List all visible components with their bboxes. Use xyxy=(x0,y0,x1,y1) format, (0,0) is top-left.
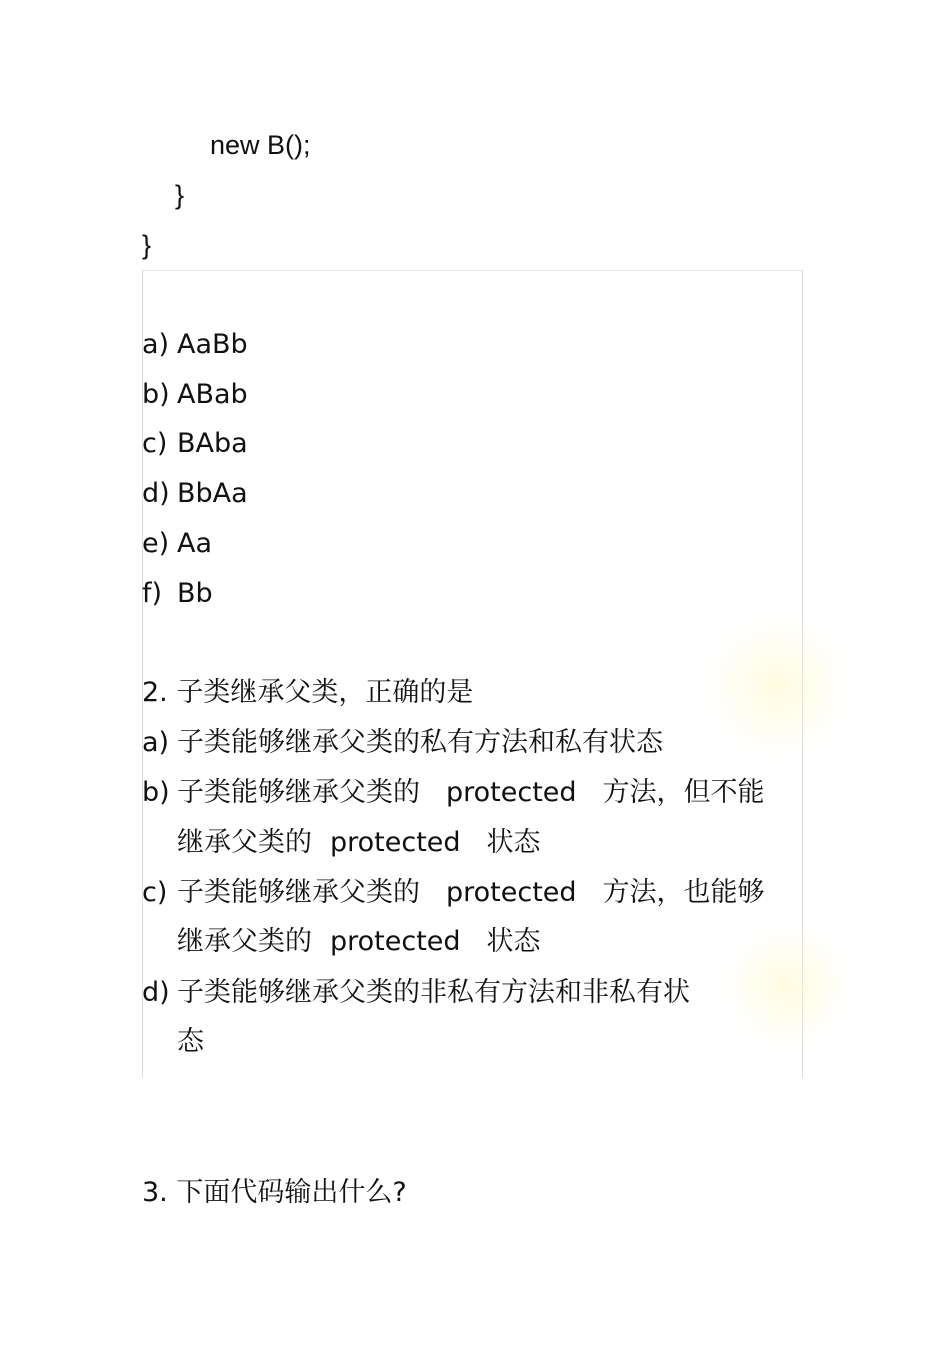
option-label: c) xyxy=(142,877,168,908)
q1-option-b xyxy=(142,377,248,413)
code-line-new-b: new B(); xyxy=(210,130,311,160)
option-text: ABab xyxy=(177,379,248,410)
q3-title: 3. 下面代码输出什么? xyxy=(142,1177,407,1208)
keyword-protected: protected xyxy=(330,827,461,858)
option-text: 子类能够继承父类的非私有方法和非私有状 xyxy=(177,977,690,1008)
option-label: a) xyxy=(142,329,170,360)
keyword-protected: protected xyxy=(330,926,461,957)
option-text: 状态 xyxy=(486,827,541,858)
option-text: 方法，也能够 xyxy=(602,877,765,908)
code-line-inner-brace: } xyxy=(175,180,185,210)
q1-option-f xyxy=(142,576,213,612)
keyword-protected: protected xyxy=(446,877,577,908)
option-text: 状态 xyxy=(486,926,541,957)
q2-option-c-cont xyxy=(177,924,541,960)
option-text: Aa xyxy=(177,528,213,559)
q2-option-c xyxy=(142,875,765,911)
option-label: d) xyxy=(142,478,170,509)
q2-option-a xyxy=(142,725,663,761)
option-text: 继承父类的 xyxy=(177,827,312,858)
option-label: f) xyxy=(142,578,163,609)
option-text: 方法，但不能 xyxy=(602,777,765,808)
option-text: 子类能够继承父类的 xyxy=(177,877,420,908)
option-label: a) xyxy=(142,727,170,758)
option-text: 子类能够继承父类的 xyxy=(177,777,420,808)
keyword-protected: protected xyxy=(446,777,577,808)
option-label: d) xyxy=(142,977,170,1008)
q2-option-b xyxy=(142,775,765,811)
option-label: e) xyxy=(142,528,170,559)
q2-title: 2. 子类继承父类，正确的是 xyxy=(142,677,474,708)
option-label: b) xyxy=(142,379,170,410)
q2-option-b-cont xyxy=(177,825,541,861)
option-text: 继承父类的 xyxy=(177,926,312,957)
option-text: BbAa xyxy=(177,478,248,509)
option-text: Bb xyxy=(177,578,213,609)
code-line-outer-brace: } xyxy=(142,230,152,260)
q1-option-c xyxy=(142,426,248,462)
q1-option-e xyxy=(142,526,212,562)
option-text: BAba xyxy=(177,428,248,459)
option-label: c) xyxy=(142,428,168,459)
option-label: b) xyxy=(142,777,170,808)
watermark-glow xyxy=(703,611,853,761)
option-text: 子类能够继承父类的私有方法和私有状态 xyxy=(177,727,663,758)
q1-option-a xyxy=(142,327,248,363)
q2-option-d xyxy=(142,975,690,1011)
q1-option-d xyxy=(142,476,248,512)
watermark-glow xyxy=(723,921,853,1051)
q2-option-d-cont: 态 xyxy=(177,1026,204,1057)
option-text: AaBb xyxy=(177,329,248,360)
